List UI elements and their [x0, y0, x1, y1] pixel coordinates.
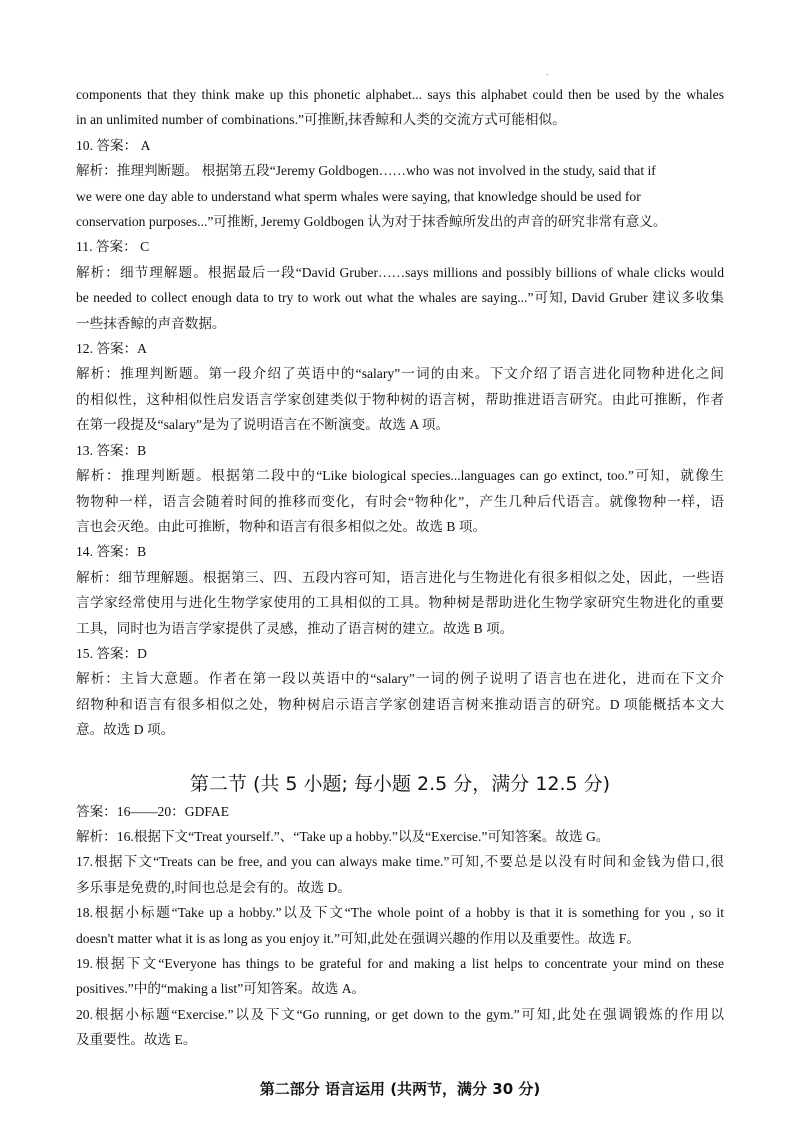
- text-line: 解析：16.根据下文“Treat yourself.”、“Take up a hobby.”以及“Exercise.”可知答案。故选 G。: [76, 828, 610, 844]
- text-line: doesn't matter what it is as long as you enjoy it.”可知,此处在强调兴趣的作用以及重要性。故选 F。: [76, 930, 640, 946]
- section-title: 第二节 (共 5 小题; 每小题 2.5 分，满分 12.5 分): [189, 772, 611, 795]
- text-line: 及重要性。故选 E。: [76, 1032, 197, 1048]
- answer-line: 答案：16——20：GDFAE: [76, 803, 230, 819]
- text-line: 工具，同时也为语言学家提供了灵感，推动了语言树的建立。故选 B 项。: [76, 620, 514, 636]
- text-line: 物物种一样，语言会随着时间的推移而变化，有时会“物种化”，产生几种后代语言。就像物种一样，语: [76, 493, 724, 509]
- text-line: 解析：推理判断题。根据第二段中的“Like biological species...languages can go extinct, too.”可知，就像生: [76, 468, 724, 484]
- text-line: we were one day able to understand what sperm whales were saying, that knowledge should be used for: [76, 188, 641, 204]
- text-line: be needed to collect enough data to try to work out what the whales are saying...”可知, David Gruber 建议多收集: [76, 290, 724, 306]
- text-line: 解析：推理判断题。第一段介绍了英语中的“salary”一词的由来。下文介绍了语言进化同物种进化之间: [76, 366, 724, 382]
- answer-line: 10. 答案： A: [76, 137, 151, 153]
- text-line: 20.根据小标题“Exercise.”以及下文“Go running, or get down to the gym.”可知,此处在强调锻炼的作用以: [76, 1006, 724, 1022]
- text-line: 言学家经常使用与进化生物学家使用的工具相似的工具。物种树是帮助进化生物学家研究生物进化的重要: [76, 595, 724, 611]
- answer-line: 13. 答案：B: [76, 442, 147, 458]
- text-line: components that they think make up this phonetic alphabet... says this alphabet could then be used by the whales: [76, 87, 724, 102]
- text-line: 言也会灭绝。由此可推断，物种和语言有很多相似之处。故选 B 项。: [76, 518, 487, 534]
- text-line: 解析：推理判断题。 根据第五段“Jeremy Goldbogen……who was not involved in the study, said that if: [76, 163, 656, 179]
- text-line: in an unlimited number of combinations.”可推断,抹香鲸和人类的交流方式可能相似。: [76, 112, 566, 128]
- answer-line: 11. 答案： C: [76, 239, 150, 255]
- answer-content: [76, 82, 724, 1101]
- text-line: 多乐事是免费的,时间也总是会有的。故选 D。: [76, 879, 351, 895]
- text-line: conservation purposes...”可推断, Jeremy Goldbogen 认为对于抹香鲸所发出的声音的研究非常有意义。: [76, 214, 667, 230]
- text-line: 意。故选 D 项。: [76, 722, 175, 738]
- text-line: 解析：主旨大意题。作者在第一段以英语中的“salary”一词的例子说明了语言也在进化，进而在下文介: [76, 671, 724, 687]
- part-title: 第二部分 语言运用 (共两节，满分 30 分): [259, 1079, 541, 1098]
- header-mark: -: [546, 70, 549, 79]
- text-line: 17.根据下文“Treats can be free, and you can always make time.”可知,不要总是以没有时间和金钱为借口,很: [76, 854, 724, 870]
- text-line: positives.”中的“making a list”可知答案。故选 A。: [76, 981, 366, 997]
- answer-line: 15. 答案：D: [76, 645, 147, 661]
- text-line: 的相似性，这种相似性启发语言学家创建类似于物种树的语言树，帮助推进语言研究。由此可推断，作者: [76, 391, 724, 407]
- text-line: 一些抹香鲸的声音数据。: [76, 315, 226, 331]
- text-line: 18.根据小标题“Take up a hobby.”以及下文“The whole point of a hobby is that it is something for you , so it: [76, 905, 724, 921]
- text-line: 绍物种和语言有很多相似之处，物种树启示语言学家创建语言树来推动语言的研究。D 项能概括本文大: [76, 696, 724, 712]
- answer-line: 12. 答案：A: [76, 341, 147, 357]
- text-line: 19.根据下文“Everyone has things to be grateful for and making a list helps to concentrate your mind on these: [76, 956, 724, 971]
- text-line: 解析：细节理解题。根据最后一段“David Gruber……says millions and possibly billions of whale clicks would: [76, 264, 724, 280]
- text-line: 在第一段提及“salary”是为了说明语言在不断演变。故选 A 项。: [76, 417, 450, 433]
- answer-line: 14. 答案：B: [76, 544, 147, 560]
- text-line: 解析：细节理解题。根据第三、四、五段内容可知，语言进化与生物进化有很多相似之处，因此，一些语: [76, 569, 724, 585]
